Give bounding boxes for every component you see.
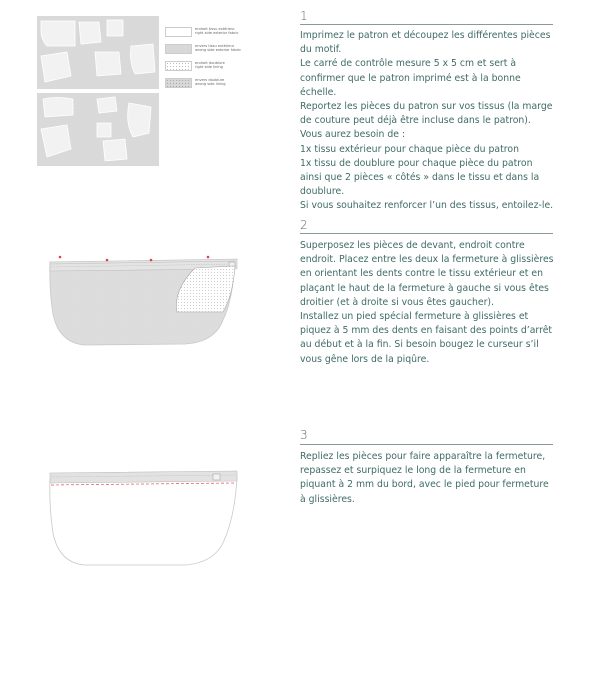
legend-label-en: right side lining (195, 65, 223, 70)
legend-item-exterior-wrong (165, 44, 265, 54)
step-1-rule (300, 24, 553, 25)
pattern-sheet-top (37, 16, 159, 89)
step-1-paragraph: Le carré de contrôle mesure 5 x 5 cm et sert à confirmer que le patron imprimé est à la bonne échelle. (300, 58, 521, 98)
step-2-illustration (45, 250, 245, 350)
step-1-paragraph: 1x tissu extérieur pour chaque pièce du patron (300, 143, 519, 155)
step-1-paragraph: Imprimez le patron et découpez les différentes pièces du motif. (300, 30, 551, 56)
step-3-text (300, 450, 555, 507)
pattern-sheet-bottom (37, 93, 159, 166)
legend-swatch (165, 27, 192, 37)
step-3-illustration (45, 465, 245, 570)
legend-item-exterior-right (165, 27, 265, 37)
step-3-paragraph: Repliez les pièces pour faire apparaître la fermeture, repassez et surpiquez le long de la fermeture en piquant à 2 mm du bord, avec le pied pour fermeture à glissières. (300, 451, 549, 505)
legend-swatch (165, 44, 192, 54)
legend-label-fr: envers doublure (195, 78, 225, 82)
step-1-paragraph: 1x tissu de doublure pour chaque pièce du patron ainsi que 2 pièces « côtés » dans le tissu et dans la doublure. (300, 157, 540, 198)
step-1-number: 1 (300, 9, 308, 23)
legend-label-fr: endroit doublure (195, 61, 225, 65)
step-3-rule (300, 444, 553, 445)
legend-label-en: wrong side lining (195, 82, 226, 87)
step-3-number: 3 (300, 428, 308, 442)
legend-item-lining-wrong (165, 78, 265, 88)
step-2-rule (300, 233, 553, 234)
legend-label-en: wrong side exterior fabric (195, 48, 242, 53)
step-1-paragraph: Vous aurez besoin de : (300, 129, 406, 141)
legend-swatch (165, 61, 192, 71)
legend-label-fr: envers tissu extérieur (195, 44, 235, 48)
legend-label-en: right side exterior fabric (195, 31, 239, 36)
step-2-paragraph: Installez un pied spécial fermeture à glissières et piquez à 5 mm des dents en faisant des points d’arrêt au début et à la fin. Si besoin bougez le curseur s’il vous gêne lors de la piqûre. (300, 311, 553, 365)
step-1-text (300, 29, 555, 214)
legend-label-fr: endroit tissu extérieur (195, 27, 235, 31)
step-2-text (300, 239, 555, 367)
step-1-paragraph: Reportez les pièces du patron sur vos tissus (la marge de couture peut déjà être incluse dans le patron). (300, 101, 553, 127)
step-2-paragraph: Superposez les pièces de devant, endroit contre endroit. Placez entre les deux la fermeture à glissières en orientant les dents contre le tissu extérieur et en plaçant le haut de la fermeture à gauche si vous êtes droitier (et à droite si vous êtes gaucher). (300, 240, 554, 308)
legend-item-lining-right (165, 61, 265, 71)
step-2-number: 2 (300, 218, 308, 232)
legend-swatch (165, 78, 192, 88)
step-1-paragraph: Si vous souhaitez renforcer l’un des tissus, entoilez-le. (300, 200, 554, 212)
